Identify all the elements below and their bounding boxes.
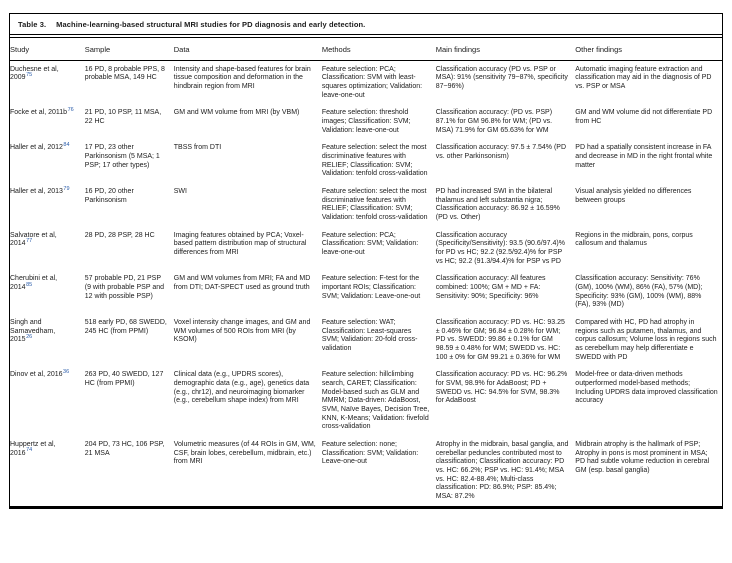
cell-other-findings: Automatic imaging feature extraction and classification may aid in the diagnosis of PD vs. PSP or MSA	[575, 65, 712, 90]
table-row	[10, 367, 722, 437]
column-header-study: Study	[10, 38, 85, 61]
cell-methods: Feature selection: select the most discriminative features with RELIEF; Classification: SVM; Validation: tenfold cross-validation	[321, 187, 428, 221]
table-caption	[10, 14, 722, 38]
cell-methods: Feature selection: select the most discriminative features with RELIEF; Classification: SVM; Validation: tenfold cross-validation	[321, 144, 428, 178]
cell-methods: Feature selection: none; Classification: SVM; Validation: Leave-one-out	[321, 441, 419, 466]
column-header-methods: Methods	[322, 38, 436, 61]
cell-other-findings: Compared with HC, PD had atrophy in regions such as putamen, thalamus, and corpus callosum; Volume loss in regions such as cerebellum may help differentiate e SWEDD with PD	[575, 318, 717, 361]
studies-table	[10, 38, 722, 506]
cell-sample: 21 PD, 10 PSP, 11 MSA, 22 HC	[84, 109, 162, 125]
cell-study	[10, 105, 85, 140]
column-header-sample: Sample	[85, 38, 174, 61]
cell-other-findings: PD had a spatially consistent increase in FA and decrease in MD in the right frontal white matter	[575, 144, 713, 169]
reference-link[interactable]: 36	[63, 368, 70, 375]
table-number: Table 3.	[18, 20, 47, 29]
reference-link[interactable]: 75	[26, 71, 33, 78]
cell-main-findings: PD had increased SWI in the bilateral thalamus and left substantia nigra; Classification accuracy: 86.92 ± 16.59% (PD vs. Other)	[435, 187, 560, 221]
table-title: Machine-learning-based structural MRI studies for PD diagnosis and early detection.	[56, 20, 366, 29]
table-row	[10, 227, 722, 271]
cell-data: TBSS from DTI	[173, 144, 222, 152]
cell-data: Intensity and shape-based features for brain tissue composition and deformation in the hindbrain region from MRI	[173, 65, 311, 90]
study-citation: Duchesne et al, 2009	[10, 65, 59, 82]
cell-main-findings: Classification accuracy: PD vs. HC: 93.25 ± 0.46% for GM; 96.84 ± 0.28% for WM; PD vs. SWEDD: 99.86 ± 0.1% for GM 98.59 ± 0.48% for WM; SWEDD vs. HC: 100 ± 0% for GM 99.21 ± 0.36% for WM	[435, 318, 565, 361]
cell-study	[10, 437, 85, 507]
cell-data: Voxel intensity change images, and GM and WM volumes of 500 ROIs from MRI (by KSOM)	[173, 318, 311, 344]
cell-study	[10, 61, 85, 105]
cell-study	[10, 314, 85, 366]
cell-study	[10, 227, 85, 271]
study-citation: Haller et al, 2012	[10, 144, 63, 152]
table3-frame	[9, 13, 723, 509]
cell-main-findings: Classification accuracy (Specificity/Sensitivity): 93.5 (90.6/97.4)% for PD vs HC; 92.2 (92.5/92.4)% for PSP vs HC; 92.2 (91.3/94.4)% for PSP vs PD	[435, 231, 565, 265]
table-row	[10, 140, 722, 184]
reference-link[interactable]: 76	[67, 106, 74, 113]
reference-link[interactable]: 74	[26, 447, 33, 454]
table-header-row	[10, 38, 722, 61]
cell-data: Clinical data (e.g., UPDRS scores), demographic data (e.g., age), genetics data (e.g., chr12), and neuroimaging biomarker (e.g., cerebellum shape index) from MRI	[173, 371, 310, 405]
cell-sample: 16 PD, 8 probable PPS, 8 probable MSA, 149 HC	[84, 65, 165, 82]
column-header-data: Data	[174, 38, 322, 61]
reference-link[interactable]: 79	[63, 185, 70, 192]
cell-main-findings: Classification accuracy: All features combined: 100%; GM + MD + FA: Sensitivity: 90%; Specificity: 96%	[435, 275, 546, 300]
study-citation: Haller et al, 2013	[10, 187, 63, 195]
table-row	[10, 61, 722, 105]
cell-main-findings: Classification accuracy (PD vs. PSP or MSA): 91% (sensitivity 79~87%, specificity 87~96%)	[435, 65, 568, 90]
column-header-other-findings: Other findings	[575, 38, 722, 61]
cell-methods: Feature selection: F-test for the important ROIs; Classification: SVM; Validation: Leave-one-out	[321, 275, 421, 300]
cell-other-findings: Classification accuracy: Sensitivity: 76% (GM), 100% (WM), 86% (FA), 57% (MD); Specificity: 93% (GM), 100% (WM), 88% (FA), 93% (MD)	[575, 275, 703, 309]
table-row	[10, 105, 722, 140]
study-citation: Cherubini et al, 2014	[10, 275, 58, 291]
reference-link[interactable]: 77	[26, 237, 33, 244]
cell-other-findings: GM and WM volume did not differentiate PD from HC	[575, 109, 713, 125]
cell-data: Volumetric measures (of 44 ROIs in GM, WM, CSF, brain lobes, cerebellum, midbrain, etc.) from MRI	[173, 441, 316, 466]
reference-link[interactable]: 85	[26, 281, 33, 288]
cell-study	[10, 367, 85, 437]
cell-data: GM and WM volume from MRI (by VBM)	[173, 109, 300, 117]
column-header-main-findings: Main findings	[436, 38, 576, 61]
cell-study	[10, 183, 85, 227]
cell-sample: 518 early PD, 68 SWEDD, 245 HC (from PPMI)	[84, 318, 167, 335]
table-row	[10, 271, 722, 315]
cell-sample: 263 PD, 40 SWEDD, 127 HC (from PPMI)	[84, 371, 164, 387]
cell-methods: Feature selection: threshold images; Classification: SVM; Validation: leave-one-out	[321, 109, 411, 134]
study-citation: Singh and Samavedham, 2015	[10, 318, 56, 344]
cell-data: SWI	[173, 187, 187, 195]
study-citation: Dinov et al, 2016	[10, 371, 63, 379]
cell-other-findings: Midbrain atrophy is the hallmark of PSP; Atrophy in pons is most prominent in MSA; PD had subtle volume reduction in cerebral GM (esp. basal ganglia)	[575, 441, 710, 475]
cell-other-findings: Model-free or data-driven methods outperformed model-based methods; Including UPDRS data improved classification accuracy	[575, 371, 718, 405]
cell-sample: 16 PD, 20 other Parkinsonism	[84, 187, 134, 204]
cell-data: Imaging features obtained by PCA; Voxel-based pattern distribution map of structural differences from MRI	[173, 231, 307, 256]
cell-methods: Feature selection: PCA; Classification: SVM; Validation: leave-one-out	[321, 231, 419, 256]
cell-methods: Feature selection: hillclimbing search, CARET; Classification: Model-based such as GLM and MMRM; Data-driven: AdaBoost, SVM, Naïve Bayes, Decision Tree, KNN, K-Means; Validation: fivefold cross-validation	[321, 371, 430, 431]
cell-sample: 17 PD, 23 other Parkinsonism (5 MSA; 1 PSP; 17 other types)	[84, 144, 160, 169]
reference-link[interactable]: 84	[63, 141, 70, 148]
cell-data: GM and WM volumes from MRI; FA and MD from DTI; DAT-SPECT used as ground truth	[173, 275, 311, 291]
reference-link[interactable]: 26	[26, 333, 33, 340]
cell-other-findings: Visual analysis yielded no differences between groups	[575, 187, 692, 204]
table-row	[10, 437, 722, 507]
cell-sample: 28 PD, 28 PSP, 28 HC	[84, 231, 155, 239]
cell-main-findings: Atrophy in the midbrain, basal ganglia, and cerebellar peduncles contributed most to classification; Classification accuracy: PD vs. HC: 66.2%; PSP vs. HC: 91.4%; MSA vs. HC: 82.4-88.4%; Multi-class classification: PD: 86.9%; PSP: 85.4%; MSA: 87.2%	[435, 441, 569, 501]
study-citation: Salvatore et al, 2014	[10, 231, 57, 248]
cell-main-findings: Classification accuracy: PD vs. HC: 96.2% for SVM, 98.9% for AdaBoost; PD + SWEDD vs. HC: 94.5% for SVM, 98.3% for AdaBoost	[435, 371, 568, 405]
cell-methods: Feature selection: WAT; Classification: Least-squares SVM; Validation: 20-fold cross-validation	[321, 318, 418, 352]
cell-sample: 57 probable PD, 21 PSP (9 with probable PSP and 12 with possible PSP)	[84, 275, 165, 300]
cell-study	[10, 140, 85, 184]
cell-main-findings: Classification accuracy: 97.5 ± 7.54% (PD vs. other Parkinsonism)	[435, 144, 567, 160]
cell-other-findings: Regions in the midbrain, pons, corpus callosum and thalamus	[575, 231, 693, 248]
table-row	[10, 314, 722, 366]
study-citation: Focke et al, 2011b	[10, 109, 68, 117]
cell-main-findings: Classification accuracy: (PD vs. PSP) 87.1% for GM 96.8% for WM; (PD vs. MSA) 71.9% for GM 65.63% for WM	[435, 109, 553, 134]
study-citation: Huppertz et al, 2016	[10, 441, 56, 457]
table-row	[10, 183, 722, 227]
cell-methods: Feature selection: PCA; Classification: SVM with least-squares optimization; Validation: leave-one-out	[321, 65, 423, 99]
cell-sample: 204 PD, 73 HC, 106 PSP, 21 MSA	[84, 441, 165, 457]
cell-study	[10, 271, 85, 315]
